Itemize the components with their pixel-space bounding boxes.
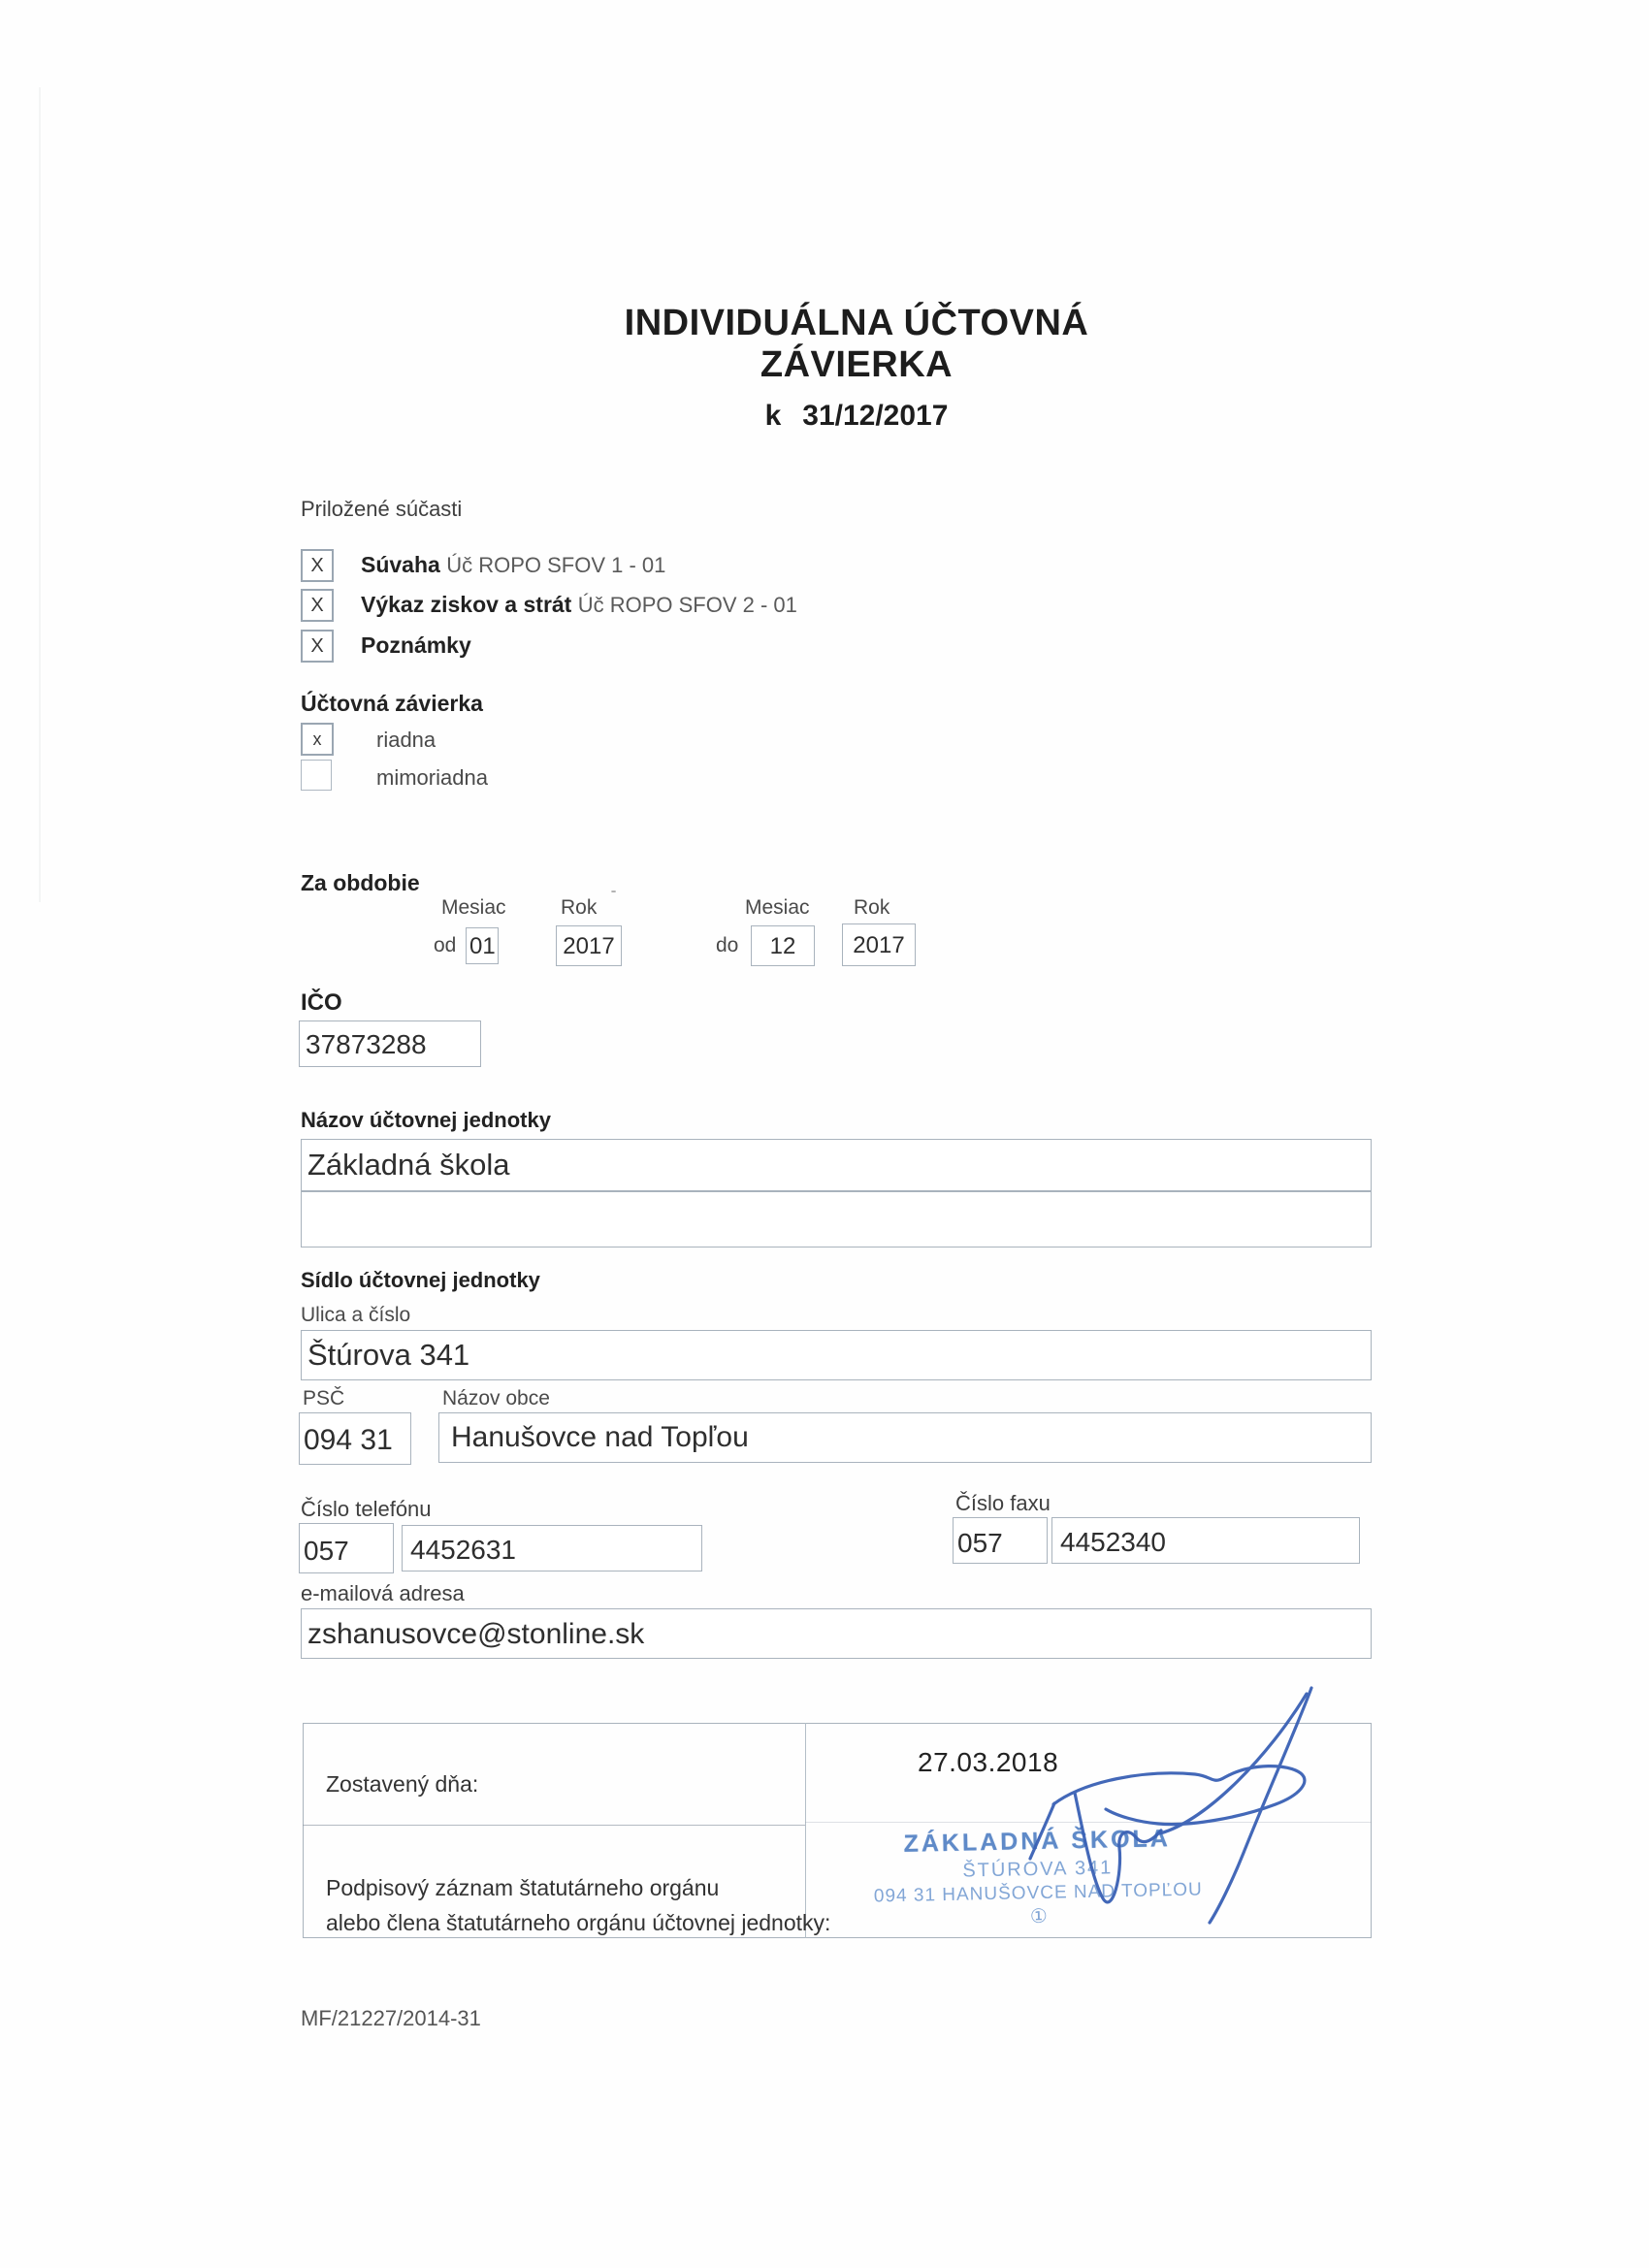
tel-prefix-field (299, 1523, 394, 1573)
tel-number-value: 4452631 (410, 1535, 517, 1565)
tel-label: Číslo telefónu (301, 1497, 432, 1521)
checkbox-riadna: x (301, 723, 334, 756)
psc-value: 094 31 (304, 1424, 393, 1456)
period-do-mesiac-value: 12 (769, 933, 796, 959)
nazov-field-line1 (301, 1139, 1372, 1191)
podpis-label-line2: alebo člena štatutárneho orgánu účtovnej jednotky: (326, 1910, 831, 1935)
period-od-mesiac-value: 01 (469, 933, 496, 959)
document-header (546, 303, 1167, 433)
option-label-mimoriadna: mimoriadna (376, 765, 488, 790)
period-do-label: do (716, 934, 739, 956)
email-label: e-mailová adresa (301, 1581, 465, 1605)
psc-label: PSČ (303, 1387, 345, 1409)
page-subtitle (546, 400, 1167, 433)
attachment-name: Súvaha (361, 552, 440, 577)
tel-prefix-value: 057 (304, 1536, 349, 1566)
ulica-label: Ulica a číslo (301, 1304, 411, 1326)
tel-number-field (402, 1525, 702, 1571)
subtitle-date: 31/12/2017 (802, 400, 949, 432)
period-do-mesiac-field (751, 925, 815, 966)
obec-value: Hanušovce nad Topľou (451, 1421, 749, 1453)
attachments-section-label: Priložené súčasti (301, 497, 463, 521)
signature-box-divider-horizontal (303, 1825, 805, 1826)
footer-reference: MF/21227/2014-31 (301, 2006, 481, 2030)
podpis-label-line1: Podpisový záznam štatutárneho orgánu (326, 1875, 720, 1900)
period-section-label: Za obdobie (301, 870, 420, 895)
attachment-row-vykaz (361, 592, 797, 618)
checkbox-poznamky: X (301, 630, 334, 663)
ico-label: IČO (301, 989, 342, 1016)
fax-prefix-field (953, 1517, 1048, 1564)
obec-label: Názov obce (442, 1387, 550, 1409)
fax-prefix-value: 057 (957, 1528, 1003, 1558)
period-od-rok-value: 2017 (563, 933, 615, 959)
stamp-line3: 094 31 HANUŠOVCE NAD TOPĽOU (873, 1879, 1203, 1907)
checkbox-vykaz: X (301, 589, 334, 622)
zostaveny-date: 27.03.2018 (918, 1747, 1059, 1777)
period-mesiac-label-do: Mesiac (745, 896, 810, 919)
ulica-value: Štúrova 341 (307, 1338, 470, 1372)
period-rok-label-od: Rok (561, 896, 598, 919)
psc-field (299, 1412, 411, 1465)
stamp-line2: ŠTÚROVA 341 (962, 1857, 1114, 1882)
attachment-row-poznamky (361, 632, 471, 659)
period-do-rok-field (842, 923, 916, 966)
podpis-label (326, 1870, 830, 1940)
attachment-name: Poznámky (361, 632, 471, 658)
period-rok-label-do: Rok (854, 896, 890, 919)
attachment-suffix: Úč ROPO SFOV 1 - 01 (446, 553, 666, 577)
nazov-value: Základná škola (307, 1148, 510, 1182)
period-od-rok-field (556, 925, 622, 966)
nazov-field-line2 (301, 1191, 1372, 1247)
email-value: zshanusovce@stonline.sk (307, 1618, 645, 1650)
page-title: INDIVIDUÁLNA ÚČTOVNÁ ZÁVIERKA (624, 303, 1089, 385)
checkbox-mimoriadna (301, 760, 332, 791)
option-label-riadna: riadna (376, 728, 436, 752)
period-od-label: od (434, 934, 457, 956)
nazov-label: Názov účtovnej jednotky (301, 1108, 551, 1132)
checkbox-suvaha: X (301, 549, 334, 582)
subtitle-prefix: k (764, 400, 782, 432)
sidlo-label: Sídlo účtovnej jednotky (301, 1268, 540, 1292)
handwritten-signature (970, 1639, 1436, 1969)
attachment-row-suvaha (361, 552, 665, 578)
obec-field (438, 1412, 1372, 1463)
scan-artifact-mark: ˉ (611, 889, 617, 905)
attachment-name: Výkaz ziskov a strát (361, 592, 572, 617)
attachment-suffix: Úč ROPO SFOV 2 - 01 (577, 593, 797, 617)
ulica-field (301, 1330, 1372, 1380)
scan-artifact-line (39, 87, 41, 902)
zavierka-section-label: Účtovná závierka (301, 691, 483, 716)
zostaveny-label: Zostavený dňa: (326, 1771, 479, 1797)
fax-number-field (1051, 1517, 1360, 1564)
stamp-line1: ZÁKLADNÁ ŠKOLA (903, 1825, 1172, 1858)
ico-field (299, 1021, 481, 1067)
fax-number-value: 4452340 (1060, 1527, 1167, 1557)
stamp-line4: ① (1029, 1905, 1049, 1928)
period-mesiac-label-od: Mesiac (441, 896, 506, 919)
period-do-rok-value: 2017 (853, 932, 905, 958)
fax-label: Číslo faxu (955, 1491, 1051, 1515)
period-od-mesiac-field (466, 927, 499, 964)
ico-value: 37873288 (306, 1029, 427, 1059)
